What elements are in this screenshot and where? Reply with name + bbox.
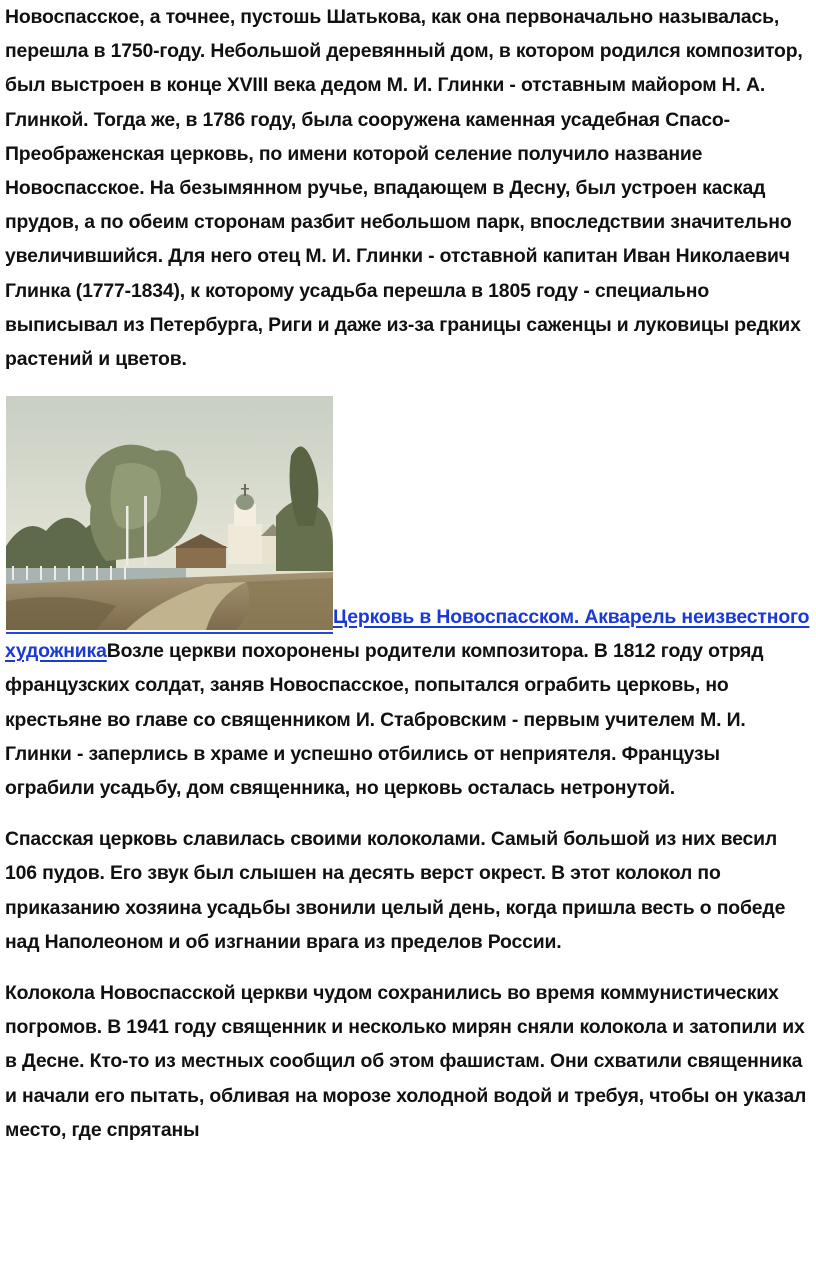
paragraph-spacer: [5, 959, 812, 976]
paragraph-bells-preserved: Колокола Новоспасской церкви чудом сохранились во время коммунистических погромов. В 1941 году священник и несколько мирян сняли колокола и затопили их в Десне. Кто-то из местных сообщил об этом фашистам. Они схватили священника и начали его пытать, обливая на морозе холодной водой и требуя, чтобы он указал место, где спрятаны: [5, 982, 807, 1141]
church-watercolor-image[interactable]: [6, 396, 333, 634]
painting-caption-link[interactable]: Церковь в Новоспасском. Акварель неизвестного художника: [5, 606, 810, 663]
paragraph-church-caption: [5, 396, 812, 805]
paragraph-spacer: [5, 805, 812, 822]
paragraph-history: Новоспасское, а точнее, пустошь Шатькова, как она первоначально называлась, перешла в 1750-году. Небольшой деревянный дом, в котором родился композитор, был выстроен в конце XVIII века дедом М. И. Глинки - отставным майором Н. А. Глинкой. Тогда же, в 1786 году, была сооружена каменная усадебная Спасо-Преображенская церковь, по имени которой селение получило название Новоспасское. На безымянном ручье, впадающем в Десну, был устроен каскад прудов, а по обеим сторонам разбит небольшом парк, впоследствии значительно увеличившийся. Для него отец М. И. Глинки - отставной капитан Иван Николаевич Глинка (1777-1834), к которому усадьба перешла в 1805 году - специально выписывал из Петербурга, Риги и даже из-за границы саженцы и луковицы редких растений и цветов.: [5, 6, 803, 371]
paragraph-burials-and-1812: Возле церкви похоронены родители композитора. В 1812 году отряд французских солдат, заняв Новоспасское, попытался ограбить церковь, но крестьяне во главе со священником И. Стабровским - первым учителем М. И. Глинки - заперлись в храме и успешно отбились от неприятеля. Французы ограбили усадьбу, дом священника, но церковь осталась нетронутой.: [5, 640, 764, 800]
figure-with-caption: [5, 396, 812, 805]
paragraph-bells: Спасская церковь славилась своими колоколами. Самый большой из них весил 106 пудов. Его звук был слышен на десять верст окрест. В этот колокол по приказанию хозяина усадьбы звонили целый день, когда пришла весть о победе над Наполеоном и об изгнании врага из пределов России.: [5, 828, 786, 953]
